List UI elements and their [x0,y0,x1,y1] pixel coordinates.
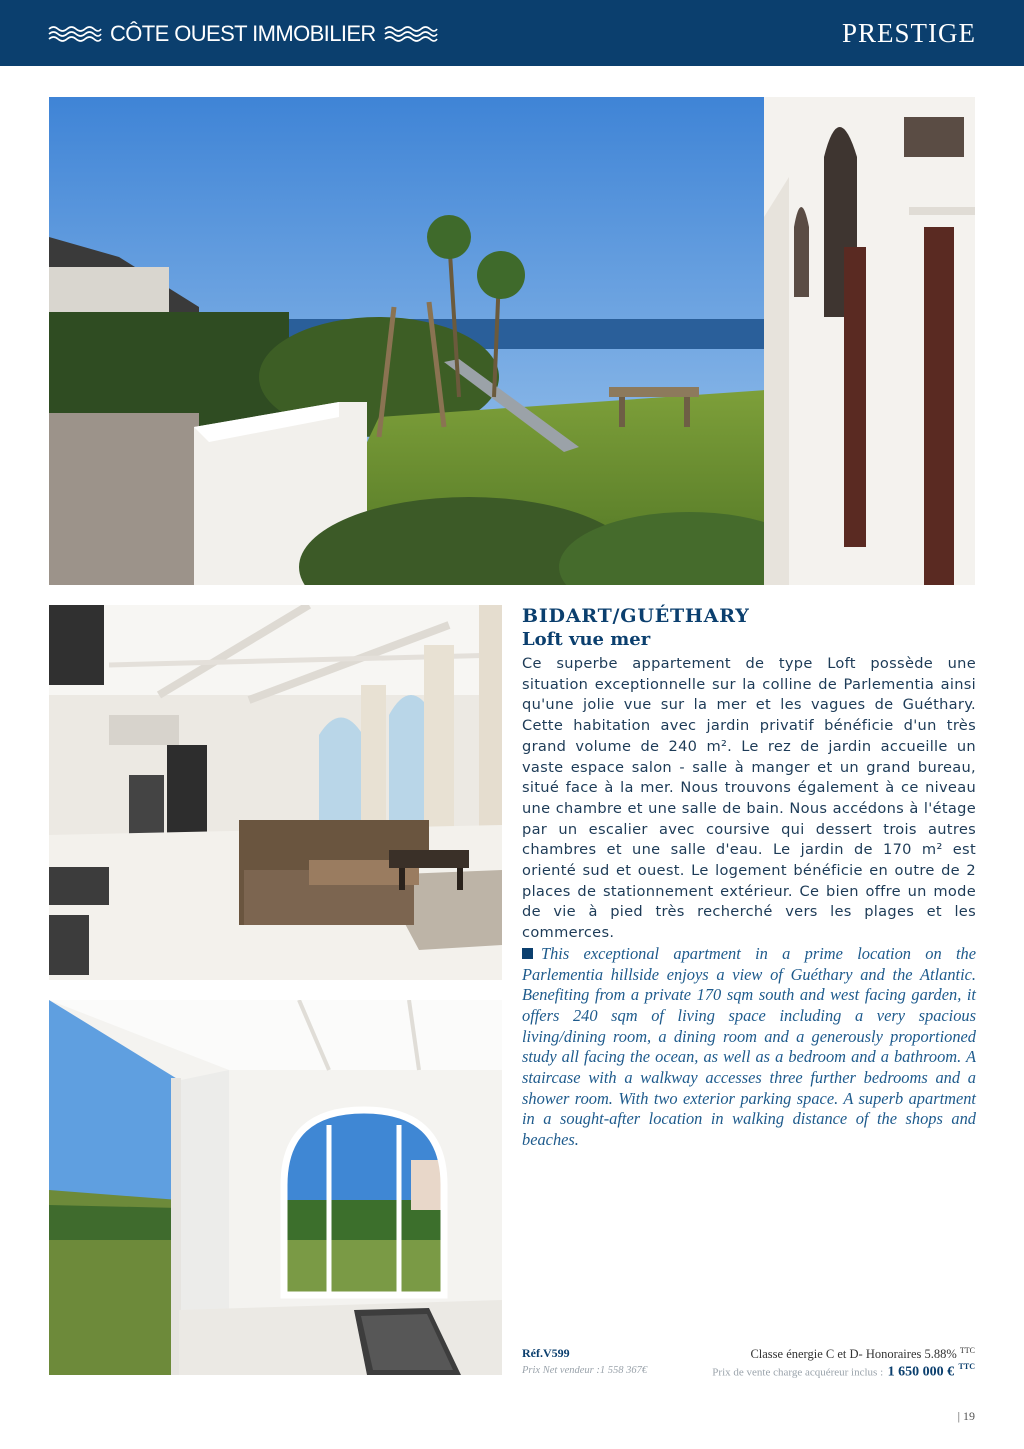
ttc-superscript: TTC [959,1346,975,1355]
sale-price [712,1362,975,1380]
description-french: Ce superbe appartement de type Loft possède une situation exceptionnelle sur la colline de Parlementia ainsi qu'une jolie vue sur la mer et les vagues de Guéthary. Cette habitation avec jardin privatif bénéficie d'un très grand volume de 240 m². Le rez de jardin accueille un vaste espace salon - salle à manger et un grand bureau, situé face à la mer. Nous trouvons également à ce niveau une chambre et une salle de bain. Nous accédons à l'étage par un escalier avec coursive qui dessert trois autres chambres et une salle d'eau. Le jardin de 170 m² est orienté sud et ouest. Le logement bénéficie en outre de 2 places de stationnement extérieur. Ce bien offre un mode de vie à pied très recherché vers les plages et les commerces. [522,655,976,942]
sale-price-value: 1 650 000 € [887,1364,955,1380]
square-bullet-icon [522,948,533,959]
sale-price-label: Prix de vente charge acquéreur inclus : [712,1366,884,1379]
listing-title: Loft vue mer [522,629,651,650]
description-english [522,944,976,1151]
arched-window-photo [49,1000,502,1375]
energy-class-text: Classe énergie C et D- Honoraires 5.88% [750,1347,957,1362]
waves-icon [384,24,438,44]
garden-sea-view-photo [49,97,975,585]
net-seller-price: Prix Net vendeur :1 558 367€ [522,1365,648,1376]
waves-icon [48,24,102,44]
brand-name: CÔTE OUEST IMMOBILIER [110,21,376,46]
brand-logo [48,18,438,50]
page-number: | 19 [957,1409,975,1423]
listing-details [522,604,976,1151]
section-label: PRESTIGE [841,18,976,48]
living-room-photo [49,605,502,980]
description-english-text: This exceptional apartment in a prime location on the Parlementia hillside enjoys a view of Guéthary and the Atlantic. Benefiting from a private 170 sqm south and west facing garden, it offers 240 sqm of living space including a very spacious living/dining room, a dining room and a generously proportioned study all facing the ocean, as well as a bedroom and a bathroom. A staircase with a walkway accesses three further bedrooms and a shower room. With two exterior parking space. A superb apartment in a sought-after location in walking distance of the shops and beaches. [522,943,976,1150]
listing-location: BIDART/GUÉTHARY [522,605,750,627]
reference-number: Réf.V599 [522,1346,570,1360]
energy-class-fees [750,1346,975,1362]
ttc-superscript: TTC [958,1362,975,1371]
header-band [0,0,1024,66]
